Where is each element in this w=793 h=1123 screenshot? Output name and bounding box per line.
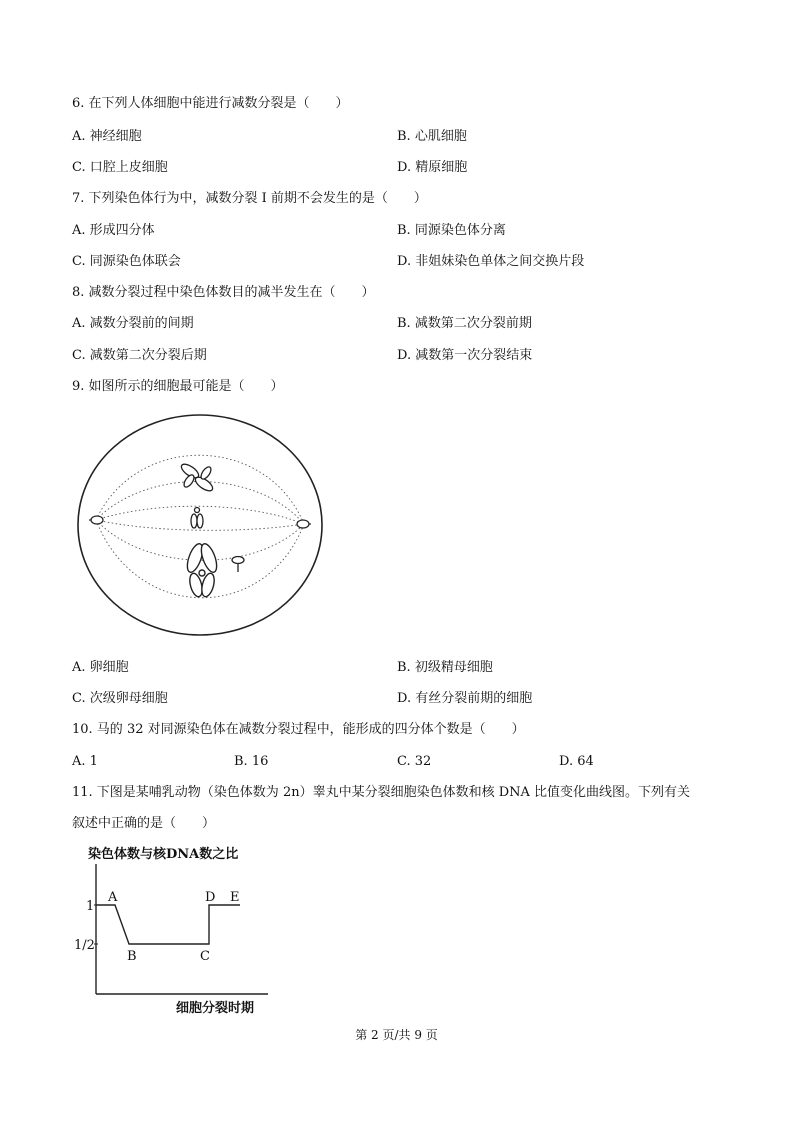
question-6-stem: 6. 在下列人体细胞中能进行减数分裂是（ ） (72, 96, 349, 111)
chromosome-small-right (232, 557, 244, 573)
question-8-option-a[interactable]: A. 减数分裂前的间期 (72, 316, 194, 331)
question-10-option-c[interactable]: C. 32 (397, 754, 432, 769)
page-footer: 第 2 页/共 9 页 (355, 1028, 438, 1042)
cell-division-figure (76, 413, 326, 643)
graph-ytick-half: 1/2 (74, 938, 95, 953)
question-10-option-b[interactable]: B. 16 (234, 754, 269, 769)
question-7-option-b[interactable]: B. 同源染色体分离 (397, 223, 506, 238)
question-10-option-d[interactable]: D. 64 (559, 754, 594, 769)
question-7-stem: 7. 下列染色体行为中，减数分裂 I 前期不会发生的是（ ） (72, 191, 427, 206)
question-6-option-a[interactable]: A. 神经细胞 (72, 129, 142, 144)
question-10-stem: 10. 马的 32 对同源染色体在减数分裂过程中，能形成的四分体个数是（ ） (72, 722, 525, 737)
graph-point-b: B (127, 949, 137, 964)
question-10-option-a[interactable]: A. 1 (72, 754, 98, 769)
chromosome-large (184, 542, 220, 598)
graph-point-e: E (230, 890, 240, 905)
question-8-option-b[interactable]: B. 减数第二次分裂前期 (397, 316, 532, 331)
ratio-change-graph (72, 842, 282, 1020)
graph-point-c: C (200, 949, 210, 964)
question-9-stem: 9. 如图所示的细胞最可能是（ ） (72, 379, 284, 394)
question-6-option-d[interactable]: D. 精原细胞 (397, 160, 468, 175)
graph-ylabel: 染色体数与核DNA数之比 (88, 847, 239, 862)
chromosome-middle (191, 508, 203, 529)
question-8-option-d[interactable]: D. 减数第一次分裂结束 (397, 348, 533, 363)
question-11-stem-line1: 11. 下图是某哺乳动物（染色体数为 2n）睾丸中某分裂细胞染色体数和核 DNA 比值变化曲线图。下列有关 (72, 785, 691, 800)
question-6-option-b[interactable]: B. 心肌细胞 (397, 129, 467, 144)
question-9-option-b[interactable]: B. 初级精母细胞 (397, 660, 493, 675)
question-11-stem-line2: 叙述中正确的是（ ） (72, 816, 216, 831)
question-7-option-a[interactable]: A. 形成四分体 (72, 223, 155, 238)
question-9-option-d[interactable]: D. 有丝分裂前期的细胞 (397, 691, 533, 706)
chromosome-top (179, 462, 215, 494)
centriole-left (89, 516, 103, 524)
graph-point-d: D (205, 890, 216, 905)
question-8-option-c[interactable]: C. 减数第二次分裂后期 (72, 348, 207, 363)
question-9-option-c[interactable]: C. 次级卵母细胞 (72, 691, 168, 706)
graph-curve (96, 905, 240, 944)
graph-xlabel: 细胞分裂时期 (176, 1001, 255, 1016)
graph-ytick-1: 1 (86, 899, 95, 914)
question-6-option-c[interactable]: C. 口腔上皮细胞 (72, 160, 168, 175)
graph-point-a: A (108, 890, 118, 905)
question-9-option-a[interactable]: A. 卵细胞 (72, 660, 129, 675)
question-8-stem: 8. 减数分裂过程中染色体数目的减半发生在（ ） (72, 285, 375, 300)
question-7-option-d[interactable]: D. 非姐妹染色单体之间交换片段 (397, 254, 585, 269)
question-7-option-c[interactable]: C. 同源染色体联会 (72, 254, 181, 269)
centriole-right (297, 520, 311, 528)
